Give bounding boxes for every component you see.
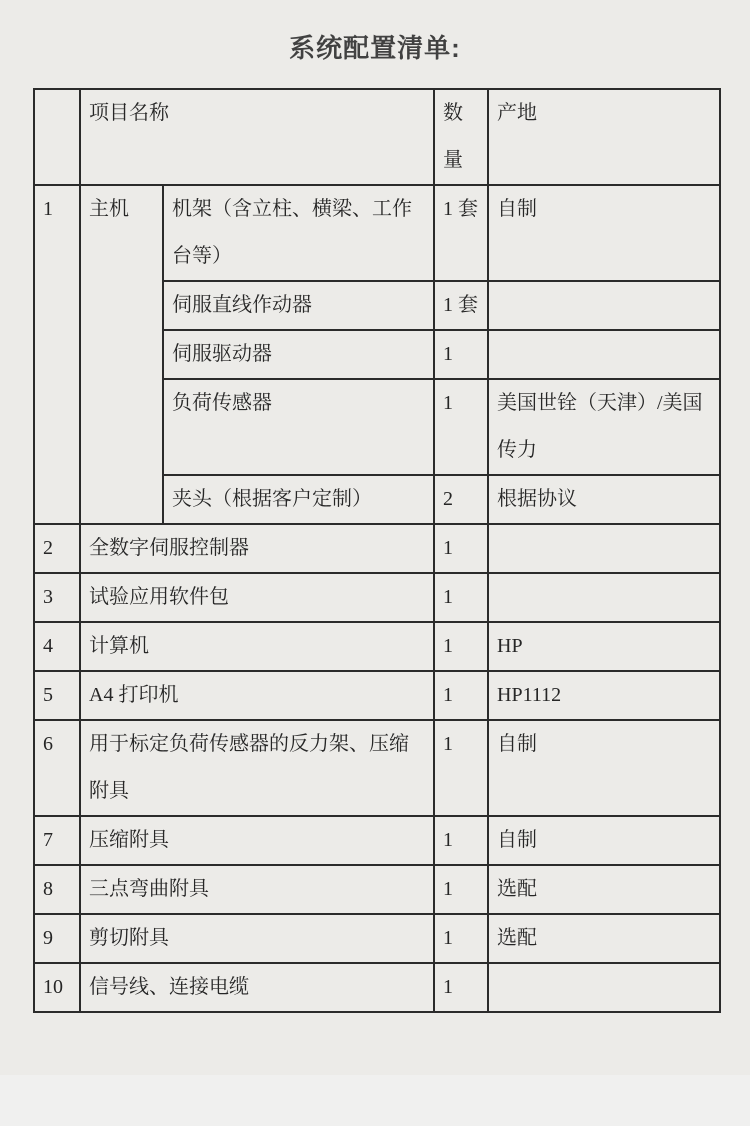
- qty-cell: 1: [434, 865, 488, 914]
- table-header-row: [34, 89, 720, 185]
- origin-cell: 选配: [488, 914, 720, 963]
- row-index: 5: [34, 671, 80, 720]
- table-row: [34, 720, 720, 816]
- table-row: [34, 524, 720, 573]
- item-name-cell: 剪切附具: [80, 914, 434, 963]
- row-index: 8: [34, 865, 80, 914]
- row-index: 2: [34, 524, 80, 573]
- origin-cell: [488, 330, 720, 379]
- table-row: [34, 914, 720, 963]
- row-index: 10: [34, 963, 80, 1012]
- header-qty-cell: 数量: [434, 89, 488, 185]
- origin-cell: 美国世铨（天津）/美国传力: [488, 379, 720, 475]
- row-index: 7: [34, 816, 80, 865]
- qty-cell: 1 套: [434, 185, 488, 281]
- item-name-cell: 三点弯曲附具: [80, 865, 434, 914]
- row-index: 1: [34, 185, 80, 524]
- item-name-cell: 全数字伺服控制器: [80, 524, 434, 573]
- item-name-cell: 计算机: [80, 622, 434, 671]
- header-name-cell: 项目名称: [80, 89, 434, 185]
- table-row: [34, 963, 720, 1012]
- header-origin-cell: 产地: [488, 89, 720, 185]
- qty-cell: 1: [434, 379, 488, 475]
- item-name-cell: A4 打印机: [80, 671, 434, 720]
- system-config-table: [33, 88, 721, 1013]
- header-index-cell: [34, 89, 80, 185]
- origin-cell: 自制: [488, 185, 720, 281]
- origin-cell: 自制: [488, 816, 720, 865]
- row-index: 3: [34, 573, 80, 622]
- item-name-cell: 伺服直线作动器: [163, 281, 434, 330]
- row-index: 6: [34, 720, 80, 816]
- item-name-cell: 用于标定负荷传感器的反力架、压缩附具: [80, 720, 434, 816]
- item-name-cell: 试验应用软件包: [80, 573, 434, 622]
- qty-cell: 1 套: [434, 281, 488, 330]
- qty-cell: 2: [434, 475, 488, 524]
- qty-cell: 1: [434, 330, 488, 379]
- table-row: [34, 671, 720, 720]
- item-name-cell: 信号线、连接电缆: [80, 963, 434, 1012]
- origin-cell: HP1112: [488, 671, 720, 720]
- table-row: [34, 185, 720, 281]
- qty-cell: 1: [434, 914, 488, 963]
- item-name-cell: 负荷传感器: [163, 379, 434, 475]
- table-row: [34, 573, 720, 622]
- item-name-cell: 夹头（根据客户定制）: [163, 475, 434, 524]
- qty-cell: 1: [434, 671, 488, 720]
- origin-cell: 根据协议: [488, 475, 720, 524]
- table-row: [34, 622, 720, 671]
- qty-cell: 1: [434, 720, 488, 816]
- origin-cell: 选配: [488, 865, 720, 914]
- qty-cell: 1: [434, 816, 488, 865]
- origin-cell: [488, 281, 720, 330]
- item-name-cell: 机架（含立柱、横梁、工作台等）: [163, 185, 434, 281]
- row-index: 4: [34, 622, 80, 671]
- footer-strip: [0, 1075, 750, 1126]
- origin-cell: HP: [488, 622, 720, 671]
- item-name-cell: 压缩附具: [80, 816, 434, 865]
- origin-cell: [488, 963, 720, 1012]
- qty-cell: 1: [434, 622, 488, 671]
- qty-cell: 1: [434, 963, 488, 1012]
- table-row: [34, 865, 720, 914]
- origin-cell: 自制: [488, 720, 720, 816]
- origin-cell: [488, 573, 720, 622]
- row-index: 9: [34, 914, 80, 963]
- qty-cell: 1: [434, 524, 488, 573]
- item-name-cell: 伺服驱动器: [163, 330, 434, 379]
- table-row: [34, 816, 720, 865]
- group-label: 主机: [80, 185, 163, 524]
- origin-cell: [488, 524, 720, 573]
- qty-cell: 1: [434, 573, 488, 622]
- page-title: 系统配置清单:: [289, 33, 461, 63]
